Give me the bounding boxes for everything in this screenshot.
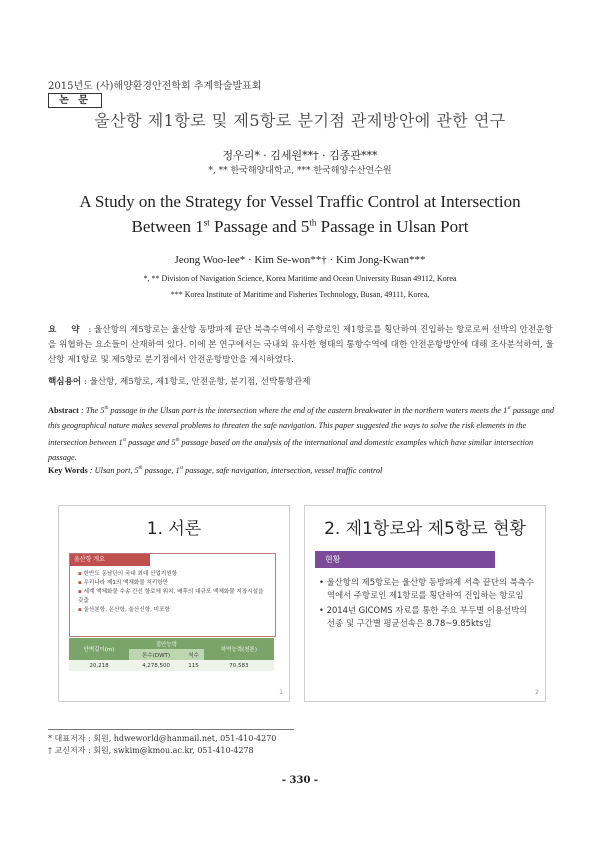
table-cell: 70,583	[204, 660, 274, 671]
footnote-divider	[48, 729, 294, 730]
conference-name: 2015년도 (사)해양환경안전학회 추계학술발표회	[48, 81, 262, 92]
affiliation-english-1: *, ** Division of Navigation Science, Korea Maritime and Ocean University Busan 49112, Korea	[143, 274, 457, 283]
list-item: ▪ 우리나라 제1의 액체화물 처리항만	[78, 579, 268, 588]
title-korean: 울산항 제1항로 및 제5항로 분기점 관제방안에 관한 연구	[94, 111, 506, 130]
table-cell: 20,218	[69, 660, 129, 671]
table-cell: 115	[183, 660, 204, 671]
port-capacity-table	[69, 638, 274, 671]
list-item: • 2014년 GICOMS 자료를 통한 주요 부두별 이용선박의 선종 및 구간별 평균선속은 8.78~9.85kts임	[319, 604, 534, 630]
abstract-english: Abstract : The 5th passage in the Ulsan port is the intersection where the end of the eastern breakwater in the northern waters meets the 1st passage and this geographical nature makes several problems to threaten the safe navigation. This paper suggested the ways to solve the risk elements in the intersection between 1st passage and 5th passage based on the analysis of the international and domestic examples which have similar intersection passage.	[48, 405, 554, 462]
footnote-lead-author: * 대표저자 : 회원, hdweworld@hanmail.net, 051-410-4270	[48, 734, 277, 743]
authors-english: Jeong Woo-lee* · Kim Se-won**† · Kim Jong-Kwan***	[174, 254, 426, 266]
status-header: 현황	[315, 551, 495, 568]
title-english-line2: Between 1st Passage and 5th Passage in Ulsan Port	[131, 217, 469, 236]
list-item: ▪ 한반도 동남단의 국내 최대 산업지원항	[78, 570, 268, 579]
table-row	[69, 660, 274, 671]
list-item: • 울산항의 제5항로는 울산항 동방파제 서측 끝단의 북측수역에서 주항로인 제1항로를 횡단하여 진입하는 항로임	[319, 576, 534, 602]
table-header: 접안능력	[129, 638, 204, 649]
slide-number: 1	[279, 689, 283, 696]
keywords-korean: 핵심용어 : 울산항, 제5항로, 제1항로, 안전운항, 분기점, 선박통항관제	[48, 377, 311, 387]
status-bullets	[319, 576, 534, 632]
overview-bullets	[78, 570, 268, 615]
page-number: - 330 -	[281, 775, 319, 786]
slide-number: 2	[535, 689, 539, 696]
slide-introduction	[58, 505, 290, 702]
title-english-line1: A Study on the Strategy for Vessel Traffic Control at Intersection	[79, 192, 521, 211]
slide1-title: 1. 서론	[146, 519, 202, 539]
affiliation-korean: *, ** 한국해양대학교, *** 한국해양수산연수원	[208, 166, 392, 176]
affiliation-english-2: *** Korea Institute of Maritime and Fisheries Technology, Busan, 49111, Korea,	[170, 290, 430, 299]
authors-korean: 정우리* · 김세원**† · 김종관***	[222, 149, 378, 162]
footnote-corresponding-author: † 교신저자 : 회원, swkim@kmou.ac.kr, 051-410-4278	[48, 746, 254, 755]
slide-current-status	[304, 505, 546, 702]
keywords-english: Key Words : Ulsan port, 5th passage, 1st passage, safe navigation, intersection, vessel traffic control	[48, 466, 383, 475]
table-header: 하역능력(천톤)	[204, 638, 274, 660]
abstract-korean: 요 약 : 울산항의 제5항로는 울산항 동방파제 끝단 북측수역에서 주항로인 제1항로를 횡단하여 진입하는 항로로써 선박의 안전운항을 위협하는 요소들이 산재하여 있다. 이에 본 연구에서는 국내외 유사한 형태의 통항수역에 대한 안전운항방안에 대해 조사분석하여, 울산항 제1항로 및 제5항로 분기점에서 안전운항방안을 제시하였다.	[48, 325, 554, 365]
list-item: ▪ 울산본항, 온산항, 울산신항, 미포항	[78, 606, 268, 615]
table-subheader: 톤수(DWT)	[129, 649, 183, 660]
list-item: ▪ 세계 액체화물 수송 간선 항로에 위치, 배후의 대규모 액체화물 저장시설을 갖춤	[78, 588, 268, 606]
overview-box-header: 울산항 개요	[70, 554, 150, 566]
slide2-title: 2. 제1항로와 제5항로 현황	[324, 519, 526, 539]
paper-type-label: 논 문	[48, 93, 102, 108]
table-header: 안벽길이(m)	[69, 638, 129, 660]
overview-box	[69, 553, 276, 637]
table-subheader: 척수	[183, 649, 204, 660]
table-cell: 4,278,500	[129, 660, 183, 671]
